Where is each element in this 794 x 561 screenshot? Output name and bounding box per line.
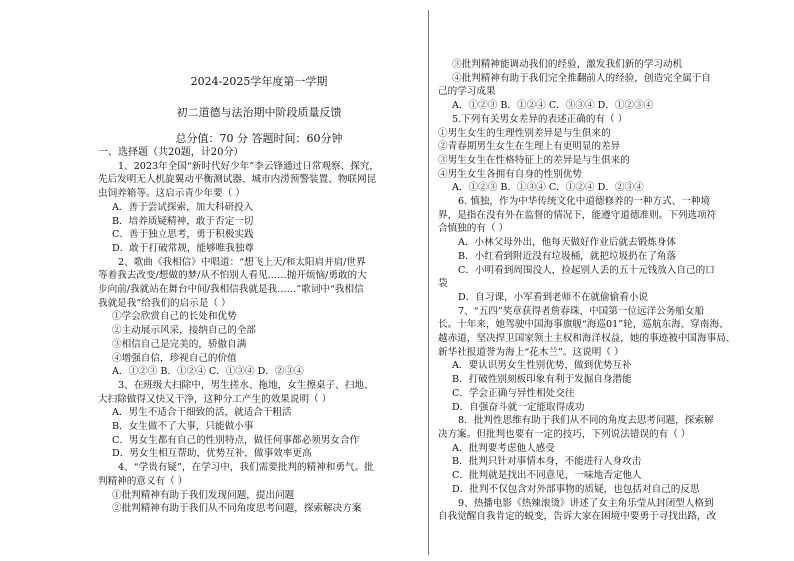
text-line: 6. 慎独，作为中华传统文化中道德修养的一种方式、一种境 bbox=[458, 196, 711, 208]
text-line: 界，是指在没有外在监督的情况下，能遵守道德准则。下列选项符 bbox=[438, 209, 717, 221]
text-line: 步向前/我就站在舞台中间/我相信我就是我……”歌词中“我相信 bbox=[98, 284, 364, 296]
option-line: D．敢于打破常规，能够唯我独尊 bbox=[112, 242, 255, 254]
option-line: A．要认识男女生性别优势，做到优势互补 bbox=[452, 360, 632, 372]
option-line: ③批判精神能调动我们的经验，激发我们新的学习动机 bbox=[452, 59, 683, 70]
exam-subtitle: 初二道德与法治期中阶段质量反馈 bbox=[176, 106, 342, 119]
text-line: 虫饲养箱等。这启示青少年要（ ） bbox=[98, 188, 245, 200]
text-line: 4、“学贵有疑”，在学习中，我们需要批判的精神和勇气。批 bbox=[118, 462, 374, 474]
option-line: ①学会欣赏自己的长处和优势 bbox=[112, 311, 237, 323]
right-column bbox=[438, 0, 760, 524]
text-line: 1、2023年全国“新时代好少年”李云锋通过日常观察、探究， bbox=[118, 160, 379, 172]
option-line: ④男生女生各拥有自身的性别优势 bbox=[438, 168, 582, 180]
option-line: D．自习课，小军看到老师不在就偷偷看小说 bbox=[458, 291, 648, 303]
option-line: D．自强奋斗就一定能取得成功 bbox=[452, 401, 585, 413]
text-line: 判精神的意义有（ ） bbox=[98, 475, 188, 487]
text-line: 新华社报道誉为海上“花木兰”。这说明（ ） bbox=[438, 346, 624, 358]
option-line: ②主动展示风采，接纳自己的全部 bbox=[112, 325, 256, 337]
option-line: B．小红看到附近没有垃圾桶，就把垃圾扔在了角落 bbox=[458, 250, 677, 262]
left-column bbox=[98, 0, 420, 516]
option-line: ④批判精神有助于我们完全推翻前人的经验，创造完全属于自 bbox=[452, 72, 712, 84]
option-line: B．女生做不了大事，只能做小事 bbox=[112, 421, 254, 433]
option-line: ①男生女生的生理性别差异是与生俱来的 bbox=[438, 127, 611, 139]
left-question-text bbox=[98, 146, 420, 516]
option-line: B．批判只针对事情本身，不能进行人身攻击 bbox=[452, 456, 642, 468]
text-line: 先后发明无人机旋翼动平衡测试器、城市内涝预警装置、物联网昆 bbox=[98, 174, 377, 186]
option-line: ①批判精神有助于我们发现问题，提出问题 bbox=[112, 489, 295, 501]
option-line: B．打破性别刻板印象有利于发掘自身潜能 bbox=[452, 374, 632, 386]
text-line: 袋 bbox=[438, 278, 448, 290]
option-line: A．男生不适合干细致的活，就适合干粗活 bbox=[112, 407, 292, 419]
option-line: A．①②③ B．①②④ C．③③④ D．①②③④ bbox=[452, 100, 654, 112]
text-line: 2、歌曲《我相信》中唱道：“想飞上天/和太阳肩并肩/世界 bbox=[118, 256, 366, 268]
right-question-text bbox=[438, 58, 760, 524]
option-line: A．①②③ B．①②④ C．①③④ D．②③④ bbox=[112, 366, 304, 378]
option-line: A．善于尝试探索，加大科研投入 bbox=[112, 201, 254, 213]
option-line: C．批判就是找出不同意见，一味地否定他人 bbox=[452, 470, 642, 482]
score-time-line: 总分值：70 分 答题时间：60分钟 bbox=[175, 132, 343, 145]
option-line: C．善于独立思考，勇于积极实践 bbox=[112, 229, 254, 241]
option-line: A．①②③ B．①③④ C．①②④ D．②③④ bbox=[452, 182, 644, 194]
option-line: A．批判要考虑他人感受 bbox=[452, 442, 555, 454]
text-line: 3、在班级大扫除中，男生搓水、拖地，女生擦桌子、扫地、 bbox=[118, 379, 374, 391]
option-line: C．小明看到周围没人，捡起别人丢的五十元钱放入自己的口 bbox=[458, 264, 715, 276]
text-line: 决方案。但批判也要有一定的技巧，下列说法错误的有（ ） bbox=[438, 428, 691, 440]
option-line: ④增强自信，珍视自己的价值 bbox=[112, 352, 237, 364]
option-line: D．批判不仅包含对外部事物的质疑，也包括对自己的反思 bbox=[452, 483, 700, 495]
option-line: A．小林父母外出，他每天做好作业后就去锻炼身体 bbox=[458, 237, 676, 249]
option-line: ③男生女生在性格特征上的差异是与生俱来的 bbox=[438, 154, 630, 166]
option-line: ③相信自己是完美的，骄傲自满 bbox=[112, 338, 247, 350]
option-line: C．学会正确与异性相处交往 bbox=[452, 387, 575, 399]
option-line: D．男女生相互帮助，优势互补，做事效率更高 bbox=[112, 448, 312, 460]
text-line: 己的学习成果 bbox=[438, 86, 496, 98]
text-line: 长。十年来，她驾驶中国海事旗舰“海巡01”轮，巡航东海、穿南海、 bbox=[438, 319, 729, 331]
text-line: 7、“五四”奖章获得者詹春珠，中国第一位远洋公务船女船 bbox=[458, 305, 705, 317]
text-line: 大扫除做得又快又干净，这种分工产生的效果说明（ ） bbox=[98, 393, 332, 405]
text-line: 5.下列有关男女差异的表述正确的有（ ） bbox=[452, 113, 628, 125]
option-line: C．男女生都有自己的性别特点，做任何事都必须男女合作 bbox=[112, 434, 360, 446]
text-line: 等着我去改变/想做的梦/从不怕别人看见……抛开烦恼/勇敢的大 bbox=[98, 270, 367, 282]
text-line: 我就是我”给我们的启示是（ ） bbox=[98, 297, 231, 309]
exam-title: 2024-2025学年度第一学期 bbox=[190, 75, 328, 88]
option-line: B．培养质疑精神，敢于否定一切 bbox=[112, 215, 254, 227]
column-divider bbox=[428, 10, 429, 555]
section-heading: 一、选择题（共20题，计20分） bbox=[98, 147, 244, 158]
option-line: ②青春期男生女生在生理上有更明显的差异 bbox=[438, 141, 621, 153]
option-line: ②批判精神有助于我们从不同角度思考问题，探索解决方案 bbox=[112, 503, 362, 515]
text-line: 9、热播电影《热辣滚烫》讲述了女主角乐莹从封闭型人格到 bbox=[458, 497, 714, 509]
text-line: 合慎独的有（ ） bbox=[438, 223, 509, 235]
text-line: 自我觉醒自我肯定的蜕变，告诉大家在困境中要勇于寻找出路，改 bbox=[438, 511, 717, 523]
text-line: 越赤道，坚决捍卫国家领土主权和海洋权益，她的事迹被中国海事局、 bbox=[438, 333, 736, 345]
text-line: 8．批判性思维有助于我们从不同的角度去思考问题，探索解 bbox=[458, 415, 714, 427]
